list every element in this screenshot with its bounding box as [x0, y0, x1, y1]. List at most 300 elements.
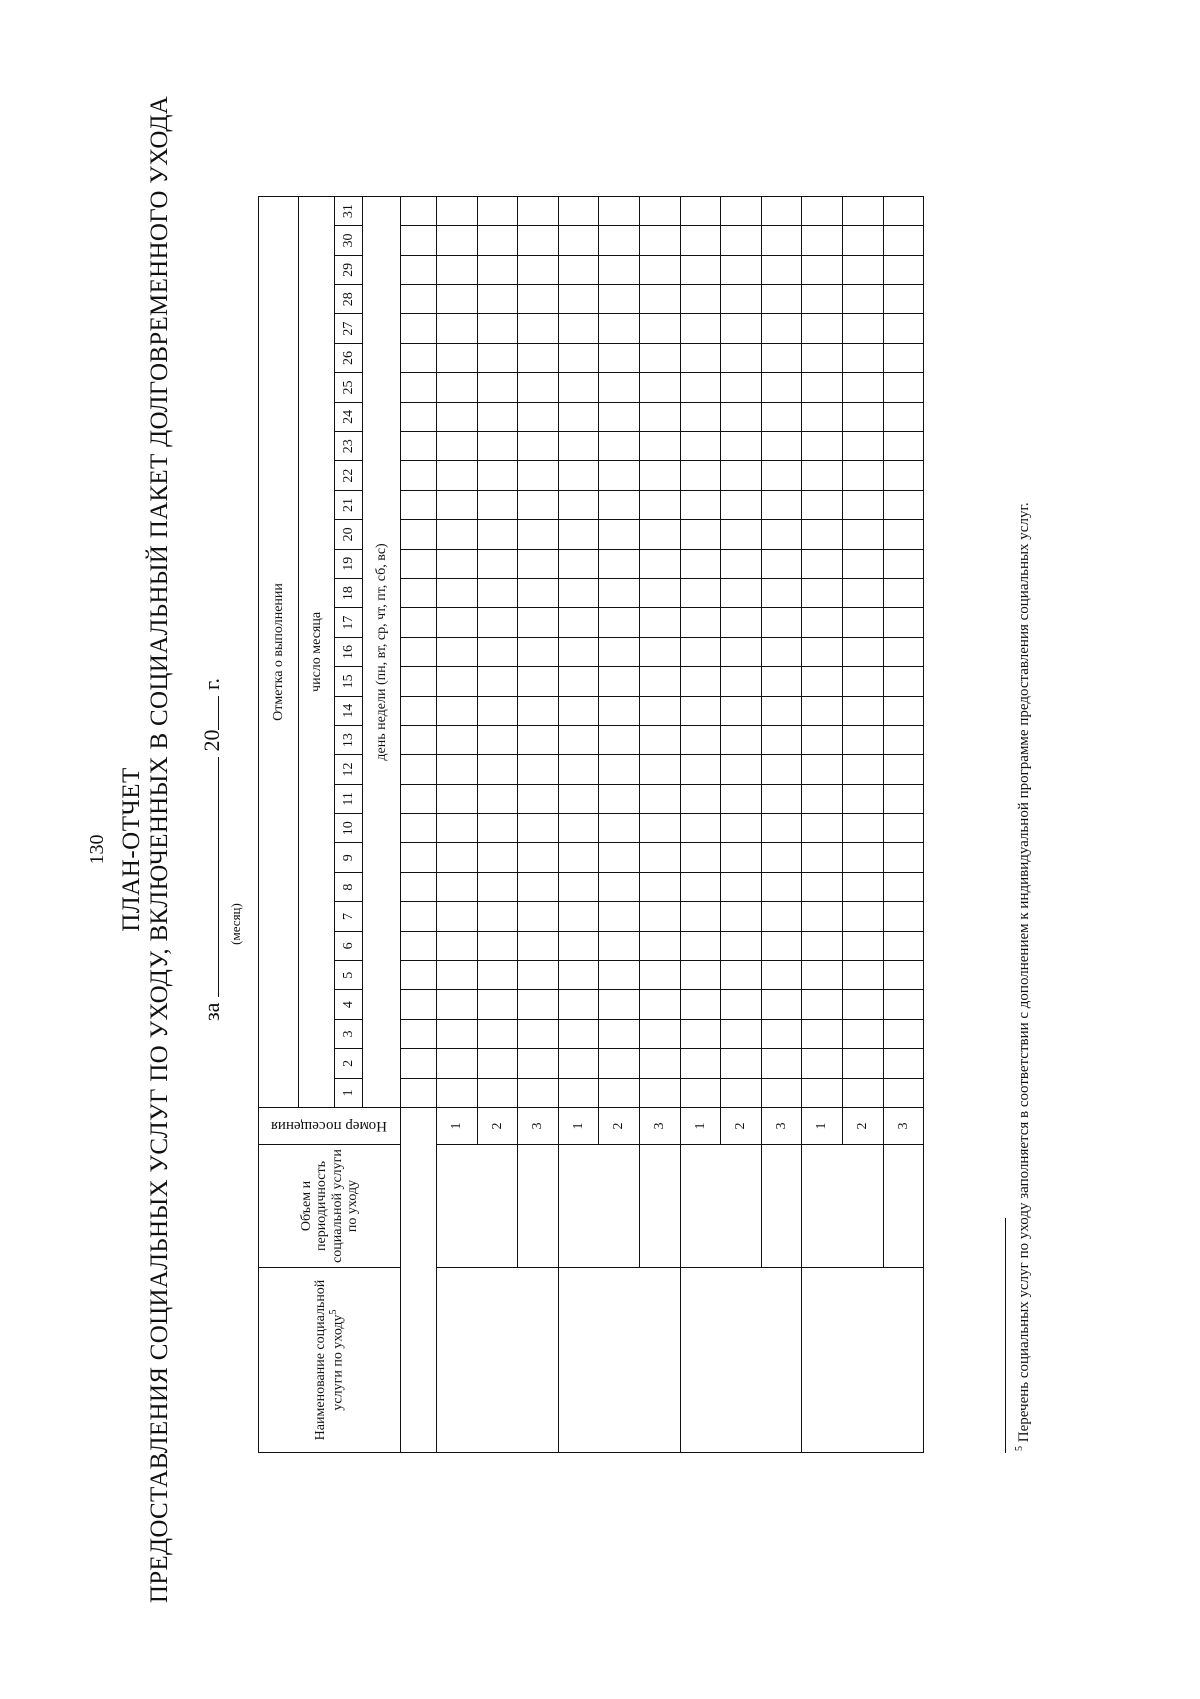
mark-cell[interactable]	[599, 667, 640, 696]
mark-cell[interactable]	[761, 696, 802, 725]
mark-cell[interactable]	[842, 902, 883, 931]
mark-cell[interactable]	[721, 667, 762, 696]
mark-cell[interactable]	[680, 843, 721, 872]
mark-cell[interactable]	[639, 549, 680, 578]
mark-cell[interactable]	[842, 755, 883, 784]
mark-cell[interactable]	[842, 196, 883, 225]
mark-cell[interactable]	[761, 755, 802, 784]
mark-cell[interactable]	[401, 608, 437, 637]
mark-cell[interactable]	[477, 1078, 518, 1107]
mark-cell[interactable]	[518, 1078, 559, 1107]
mark-cell[interactable]	[639, 196, 680, 225]
mark-cell[interactable]	[518, 402, 559, 431]
mark-cell[interactable]	[680, 814, 721, 843]
mark-cell[interactable]	[401, 1019, 437, 1048]
mark-cell[interactable]	[680, 725, 721, 754]
mark-cell[interactable]	[842, 461, 883, 490]
mark-cell[interactable]	[802, 1049, 843, 1078]
mark-cell[interactable]	[518, 755, 559, 784]
mark-cell[interactable]	[802, 343, 843, 372]
mark-cell[interactable]	[477, 667, 518, 696]
mark-cell[interactable]	[802, 196, 843, 225]
mark-cell[interactable]	[599, 902, 640, 931]
mark-cell[interactable]	[883, 667, 924, 696]
volume-cell[interactable]	[518, 1145, 559, 1268]
mark-cell[interactable]	[883, 226, 924, 255]
mark-cell[interactable]	[639, 226, 680, 255]
mark-cell[interactable]	[802, 1019, 843, 1048]
mark-cell[interactable]	[842, 696, 883, 725]
mark-cell[interactable]	[761, 931, 802, 960]
mark-cell[interactable]	[802, 608, 843, 637]
mark-cell[interactable]	[639, 637, 680, 666]
mark-cell[interactable]	[761, 520, 802, 549]
mark-cell[interactable]	[437, 725, 478, 754]
mark-cell[interactable]	[437, 961, 478, 990]
mark-cell[interactable]	[721, 1019, 762, 1048]
mark-cell[interactable]	[883, 196, 924, 225]
mark-cell[interactable]	[558, 608, 599, 637]
mark-cell[interactable]	[558, 549, 599, 578]
mark-cell[interactable]	[883, 461, 924, 490]
mark-cell[interactable]	[558, 196, 599, 225]
mark-cell[interactable]	[639, 784, 680, 813]
volume-cell[interactable]	[437, 1145, 518, 1268]
mark-cell[interactable]	[802, 520, 843, 549]
mark-cell[interactable]	[680, 872, 721, 901]
mark-cell[interactable]	[761, 255, 802, 284]
mark-cell[interactable]	[558, 255, 599, 284]
mark-cell[interactable]	[401, 961, 437, 990]
mark-cell[interactable]	[883, 931, 924, 960]
mark-cell[interactable]	[761, 902, 802, 931]
mark-cell[interactable]	[680, 314, 721, 343]
mark-cell[interactable]	[401, 902, 437, 931]
mark-cell[interactable]	[721, 432, 762, 461]
mark-cell[interactable]	[437, 784, 478, 813]
mark-cell[interactable]	[477, 461, 518, 490]
mark-cell[interactable]	[477, 784, 518, 813]
volume-cell[interactable]	[558, 1145, 639, 1268]
mark-cell[interactable]	[477, 314, 518, 343]
mark-cell[interactable]	[802, 402, 843, 431]
mark-cell[interactable]	[599, 696, 640, 725]
mark-cell[interactable]	[401, 578, 437, 607]
mark-cell[interactable]	[437, 814, 478, 843]
service-name-cell[interactable]	[680, 1268, 802, 1453]
mark-cell[interactable]	[883, 578, 924, 607]
mark-cell[interactable]	[639, 1078, 680, 1107]
mark-cell[interactable]	[477, 725, 518, 754]
mark-cell[interactable]	[639, 578, 680, 607]
mark-cell[interactable]	[721, 1078, 762, 1107]
mark-cell[interactable]	[680, 1019, 721, 1048]
mark-cell[interactable]	[680, 990, 721, 1019]
mark-cell[interactable]	[558, 784, 599, 813]
mark-cell[interactable]	[401, 373, 437, 402]
mark-cell[interactable]	[802, 843, 843, 872]
mark-cell[interactable]	[599, 490, 640, 519]
mark-cell[interactable]	[883, 725, 924, 754]
mark-cell[interactable]	[721, 872, 762, 901]
mark-cell[interactable]	[721, 608, 762, 637]
mark-cell[interactable]	[802, 725, 843, 754]
mark-cell[interactable]	[680, 637, 721, 666]
mark-cell[interactable]	[558, 725, 599, 754]
mark-cell[interactable]	[802, 902, 843, 931]
mark-cell[interactable]	[680, 461, 721, 490]
mark-cell[interactable]	[518, 343, 559, 372]
mark-cell[interactable]	[639, 755, 680, 784]
mark-cell[interactable]	[401, 226, 437, 255]
mark-cell[interactable]	[680, 608, 721, 637]
volume-cell[interactable]	[761, 1145, 802, 1268]
mark-cell[interactable]	[518, 255, 559, 284]
mark-cell[interactable]	[680, 931, 721, 960]
mark-cell[interactable]	[761, 843, 802, 872]
mark-cell[interactable]	[437, 520, 478, 549]
mark-cell[interactable]	[761, 667, 802, 696]
mark-cell[interactable]	[518, 226, 559, 255]
mark-cell[interactable]	[680, 402, 721, 431]
mark-cell[interactable]	[599, 961, 640, 990]
mark-cell[interactable]	[401, 432, 437, 461]
mark-cell[interactable]	[721, 226, 762, 255]
mark-cell[interactable]	[721, 343, 762, 372]
mark-cell[interactable]	[401, 549, 437, 578]
mark-cell[interactable]	[518, 608, 559, 637]
service-name-cell[interactable]	[437, 1268, 559, 1453]
mark-cell[interactable]	[401, 696, 437, 725]
mark-cell[interactable]	[883, 755, 924, 784]
mark-cell[interactable]	[802, 432, 843, 461]
mark-cell[interactable]	[477, 872, 518, 901]
mark-cell[interactable]	[883, 814, 924, 843]
mark-cell[interactable]	[680, 961, 721, 990]
mark-cell[interactable]	[558, 696, 599, 725]
mark-cell[interactable]	[558, 961, 599, 990]
mark-cell[interactable]	[842, 843, 883, 872]
mark-cell[interactable]	[401, 1049, 437, 1078]
mark-cell[interactable]	[761, 461, 802, 490]
mark-cell[interactable]	[477, 226, 518, 255]
mark-cell[interactable]	[437, 1078, 478, 1107]
mark-cell[interactable]	[518, 1049, 559, 1078]
mark-cell[interactable]	[680, 285, 721, 314]
mark-cell[interactable]	[883, 402, 924, 431]
mark-cell[interactable]	[842, 872, 883, 901]
mark-cell[interactable]	[761, 1078, 802, 1107]
mark-cell[interactable]	[477, 285, 518, 314]
mark-cell[interactable]	[842, 255, 883, 284]
mark-cell[interactable]	[599, 314, 640, 343]
mark-cell[interactable]	[558, 755, 599, 784]
mark-cell[interactable]	[477, 196, 518, 225]
mark-cell[interactable]	[437, 931, 478, 960]
mark-cell[interactable]	[802, 226, 843, 255]
mark-cell[interactable]	[599, 637, 640, 666]
mark-cell[interactable]	[680, 373, 721, 402]
mark-cell[interactable]	[883, 432, 924, 461]
mark-cell[interactable]	[599, 872, 640, 901]
mark-cell[interactable]	[437, 432, 478, 461]
mark-cell[interactable]	[842, 1078, 883, 1107]
mark-cell[interactable]	[558, 814, 599, 843]
mark-cell[interactable]	[802, 549, 843, 578]
mark-cell[interactable]	[761, 578, 802, 607]
mark-cell[interactable]	[802, 1078, 843, 1107]
mark-cell[interactable]	[883, 255, 924, 284]
mark-cell[interactable]	[842, 608, 883, 637]
mark-cell[interactable]	[477, 1049, 518, 1078]
mark-cell[interactable]	[599, 1049, 640, 1078]
mark-cell[interactable]	[401, 255, 437, 284]
mark-cell[interactable]	[883, 1049, 924, 1078]
mark-cell[interactable]	[437, 578, 478, 607]
mark-cell[interactable]	[721, 961, 762, 990]
mark-cell[interactable]	[802, 373, 843, 402]
mark-cell[interactable]	[883, 902, 924, 931]
mark-cell[interactable]	[477, 343, 518, 372]
mark-cell[interactable]	[680, 196, 721, 225]
mark-cell[interactable]	[437, 843, 478, 872]
mark-cell[interactable]	[721, 902, 762, 931]
mark-cell[interactable]	[761, 343, 802, 372]
mark-cell[interactable]	[518, 725, 559, 754]
mark-cell[interactable]	[437, 402, 478, 431]
mark-cell[interactable]	[721, 520, 762, 549]
mark-cell[interactable]	[883, 872, 924, 901]
mark-cell[interactable]	[599, 1019, 640, 1048]
mark-cell[interactable]	[721, 637, 762, 666]
mark-cell[interactable]	[437, 226, 478, 255]
mark-cell[interactable]	[558, 226, 599, 255]
mark-cell[interactable]	[437, 755, 478, 784]
mark-cell[interactable]	[639, 872, 680, 901]
mark-cell[interactable]	[802, 461, 843, 490]
mark-cell[interactable]	[802, 490, 843, 519]
mark-cell[interactable]	[842, 1049, 883, 1078]
mark-cell[interactable]	[761, 725, 802, 754]
mark-cell[interactable]	[558, 520, 599, 549]
mark-cell[interactable]	[401, 637, 437, 666]
mark-cell[interactable]	[802, 784, 843, 813]
mark-cell[interactable]	[477, 578, 518, 607]
mark-cell[interactable]	[761, 637, 802, 666]
mark-cell[interactable]	[477, 814, 518, 843]
mark-cell[interactable]	[558, 285, 599, 314]
mark-cell[interactable]	[477, 961, 518, 990]
mark-cell[interactable]	[721, 784, 762, 813]
mark-cell[interactable]	[558, 637, 599, 666]
mark-cell[interactable]	[842, 343, 883, 372]
mark-cell[interactable]	[437, 373, 478, 402]
mark-cell[interactable]	[842, 285, 883, 314]
mark-cell[interactable]	[401, 461, 437, 490]
mark-cell[interactable]	[883, 990, 924, 1019]
mark-cell[interactable]	[842, 432, 883, 461]
mark-cell[interactable]	[437, 549, 478, 578]
mark-cell[interactable]	[518, 314, 559, 343]
mark-cell[interactable]	[842, 520, 883, 549]
mark-cell[interactable]	[761, 549, 802, 578]
month-blank[interactable]	[198, 757, 219, 997]
mark-cell[interactable]	[599, 990, 640, 1019]
mark-cell[interactable]	[518, 784, 559, 813]
mark-cell[interactable]	[680, 432, 721, 461]
mark-cell[interactable]	[599, 1078, 640, 1107]
mark-cell[interactable]	[802, 755, 843, 784]
mark-cell[interactable]	[842, 637, 883, 666]
mark-cell[interactable]	[639, 314, 680, 343]
mark-cell[interactable]	[842, 667, 883, 696]
mark-cell[interactable]	[518, 902, 559, 931]
mark-cell[interactable]	[721, 461, 762, 490]
mark-cell[interactable]	[401, 343, 437, 372]
mark-cell[interactable]	[842, 373, 883, 402]
mark-cell[interactable]	[477, 549, 518, 578]
mark-cell[interactable]	[401, 285, 437, 314]
mark-cell[interactable]	[437, 1049, 478, 1078]
mark-cell[interactable]	[802, 637, 843, 666]
mark-cell[interactable]	[401, 490, 437, 519]
mark-cell[interactable]	[477, 931, 518, 960]
mark-cell[interactable]	[437, 696, 478, 725]
mark-cell[interactable]	[639, 285, 680, 314]
mark-cell[interactable]	[761, 961, 802, 990]
mark-cell[interactable]	[883, 1078, 924, 1107]
mark-cell[interactable]	[802, 961, 843, 990]
mark-cell[interactable]	[401, 931, 437, 960]
mark-cell[interactable]	[761, 402, 802, 431]
mark-cell[interactable]	[599, 520, 640, 549]
mark-cell[interactable]	[477, 696, 518, 725]
mark-cell[interactable]	[639, 814, 680, 843]
mark-cell[interactable]	[518, 490, 559, 519]
mark-cell[interactable]	[639, 461, 680, 490]
mark-cell[interactable]	[761, 226, 802, 255]
mark-cell[interactable]	[761, 490, 802, 519]
mark-cell[interactable]	[558, 902, 599, 931]
mark-cell[interactable]	[599, 255, 640, 284]
mark-cell[interactable]	[401, 667, 437, 696]
mark-cell[interactable]	[842, 226, 883, 255]
mark-cell[interactable]	[639, 990, 680, 1019]
mark-cell[interactable]	[680, 784, 721, 813]
mark-cell[interactable]	[401, 755, 437, 784]
mark-cell[interactable]	[639, 696, 680, 725]
mark-cell[interactable]	[680, 1049, 721, 1078]
mark-cell[interactable]	[599, 608, 640, 637]
mark-cell[interactable]	[477, 755, 518, 784]
mark-cell[interactable]	[721, 578, 762, 607]
mark-cell[interactable]	[639, 432, 680, 461]
mark-cell[interactable]	[518, 696, 559, 725]
mark-cell[interactable]	[680, 902, 721, 931]
mark-cell[interactable]	[437, 872, 478, 901]
mark-cell[interactable]	[761, 608, 802, 637]
mark-cell[interactable]	[437, 667, 478, 696]
mark-cell[interactable]	[558, 490, 599, 519]
mark-cell[interactable]	[437, 196, 478, 225]
mark-cell[interactable]	[883, 961, 924, 990]
mark-cell[interactable]	[802, 814, 843, 843]
mark-cell[interactable]	[477, 1019, 518, 1048]
mark-cell[interactable]	[477, 843, 518, 872]
mark-cell[interactable]	[721, 814, 762, 843]
mark-cell[interactable]	[721, 196, 762, 225]
mark-cell[interactable]	[599, 402, 640, 431]
mark-cell[interactable]	[401, 520, 437, 549]
mark-cell[interactable]	[401, 402, 437, 431]
mark-cell[interactable]	[842, 961, 883, 990]
mark-cell[interactable]	[883, 285, 924, 314]
mark-cell[interactable]	[721, 725, 762, 754]
mark-cell[interactable]	[639, 520, 680, 549]
mark-cell[interactable]	[558, 578, 599, 607]
mark-cell[interactable]	[558, 402, 599, 431]
mark-cell[interactable]	[639, 1049, 680, 1078]
mark-cell[interactable]	[680, 255, 721, 284]
mark-cell[interactable]	[639, 490, 680, 519]
mark-cell[interactable]	[842, 1019, 883, 1048]
mark-cell[interactable]	[477, 373, 518, 402]
mark-cell[interactable]	[842, 314, 883, 343]
mark-cell[interactable]	[558, 990, 599, 1019]
mark-cell[interactable]	[842, 990, 883, 1019]
mark-cell[interactable]	[477, 255, 518, 284]
mark-cell[interactable]	[639, 961, 680, 990]
mark-cell[interactable]	[761, 1019, 802, 1048]
mark-cell[interactable]	[639, 843, 680, 872]
volume-cell[interactable]	[639, 1145, 680, 1268]
mark-cell[interactable]	[721, 490, 762, 519]
mark-cell[interactable]	[599, 432, 640, 461]
mark-cell[interactable]	[477, 902, 518, 931]
mark-cell[interactable]	[558, 432, 599, 461]
mark-cell[interactable]	[401, 843, 437, 872]
mark-cell[interactable]	[401, 784, 437, 813]
mark-cell[interactable]	[558, 1019, 599, 1048]
mark-cell[interactable]	[401, 314, 437, 343]
mark-cell[interactable]	[761, 285, 802, 314]
mark-cell[interactable]	[802, 255, 843, 284]
mark-cell[interactable]	[721, 843, 762, 872]
mark-cell[interactable]	[558, 931, 599, 960]
mark-cell[interactable]	[721, 755, 762, 784]
mark-cell[interactable]	[802, 285, 843, 314]
mark-cell[interactable]	[639, 608, 680, 637]
mark-cell[interactable]	[883, 490, 924, 519]
mark-cell[interactable]	[518, 843, 559, 872]
mark-cell[interactable]	[437, 255, 478, 284]
mark-cell[interactable]	[437, 608, 478, 637]
mark-cell[interactable]	[558, 373, 599, 402]
mark-cell[interactable]	[680, 667, 721, 696]
mark-cell[interactable]	[558, 343, 599, 372]
mark-cell[interactable]	[721, 373, 762, 402]
mark-cell[interactable]	[599, 814, 640, 843]
mark-cell[interactable]	[518, 578, 559, 607]
mark-cell[interactable]	[599, 343, 640, 372]
mark-cell[interactable]	[437, 637, 478, 666]
mark-cell[interactable]	[802, 696, 843, 725]
mark-cell[interactable]	[761, 990, 802, 1019]
mark-cell[interactable]	[599, 784, 640, 813]
mark-cell[interactable]	[477, 490, 518, 519]
mark-cell[interactable]	[883, 637, 924, 666]
mark-cell[interactable]	[761, 1049, 802, 1078]
